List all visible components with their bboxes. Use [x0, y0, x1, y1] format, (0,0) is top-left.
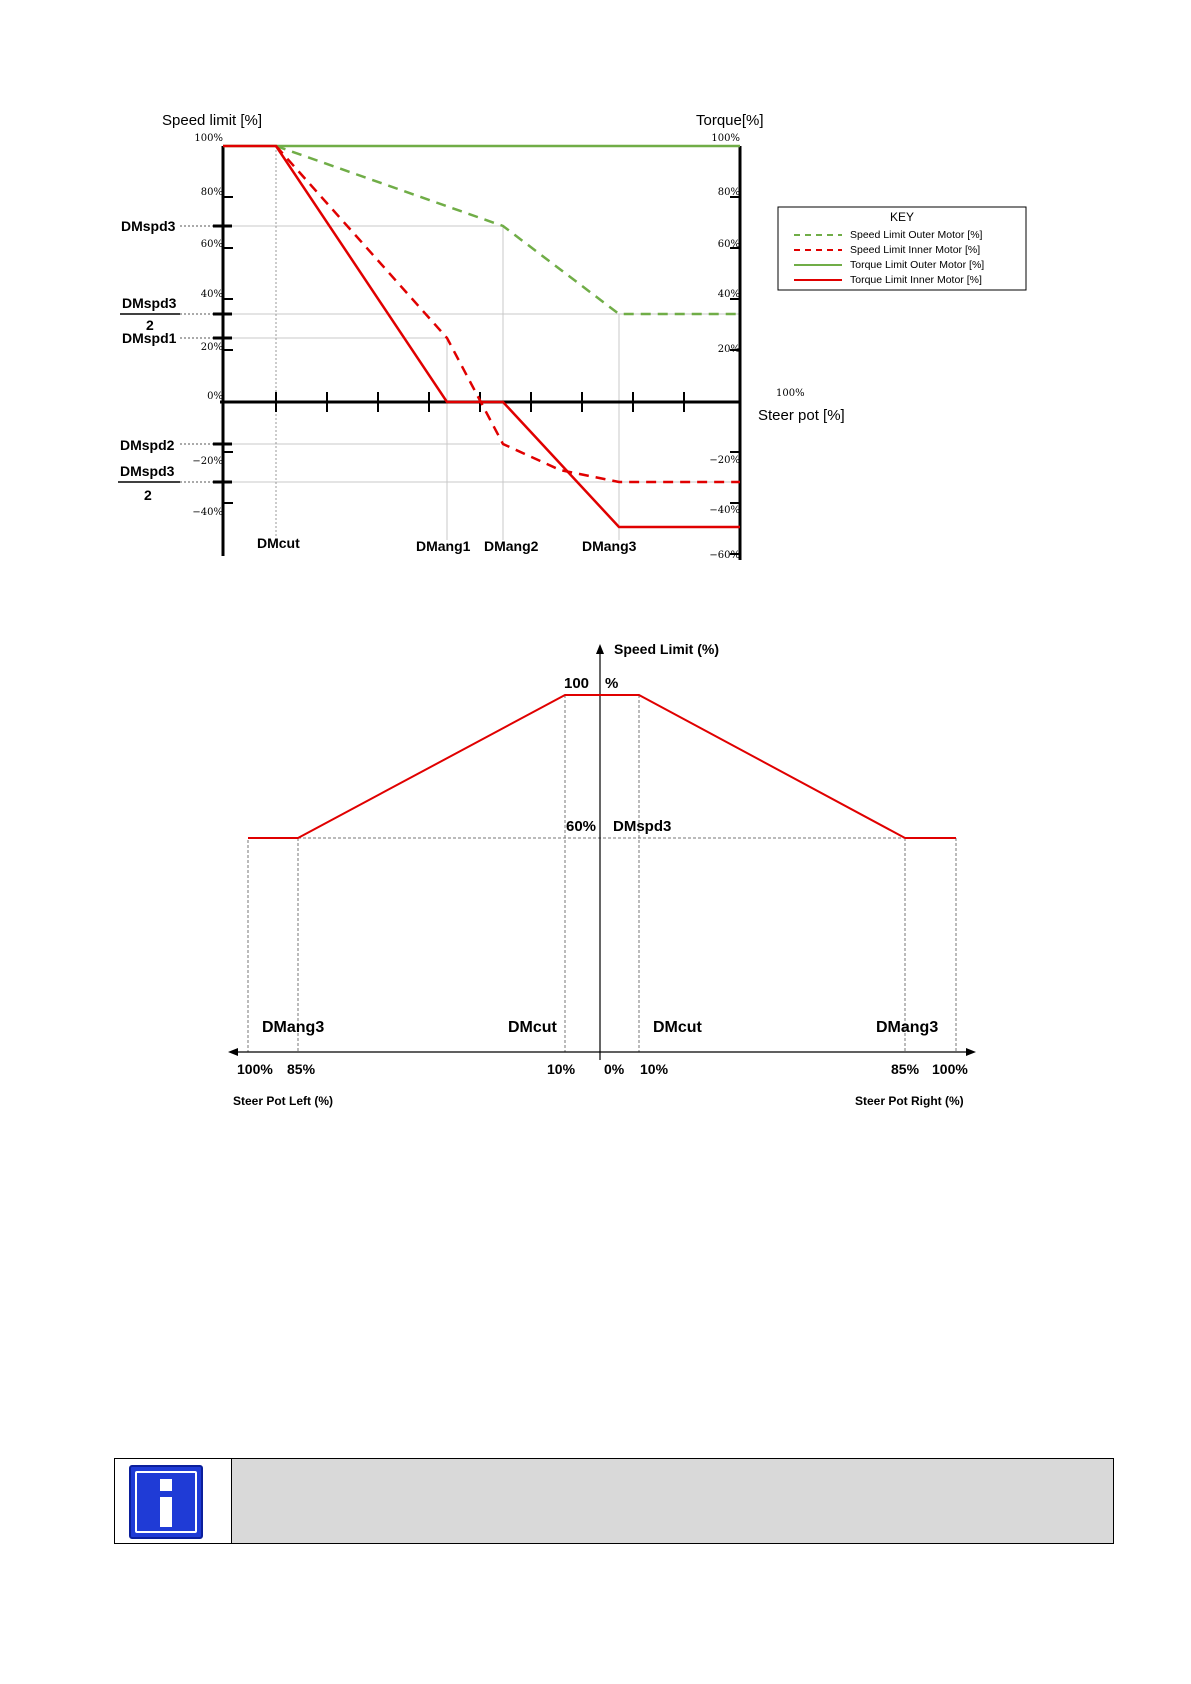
x-axis-end-label: 100% — [776, 388, 805, 399]
x-tick-label: 100% — [237, 1061, 273, 1077]
top-value-label: 100 — [564, 675, 590, 692]
dmspd1-label: DMspd1 — [122, 330, 177, 346]
right-tick-label: −20% — [709, 455, 740, 466]
diagram-2 — [228, 641, 976, 1108]
right-tick-label: −40% — [709, 505, 740, 516]
axis-arrow-up — [596, 644, 604, 654]
diagram-1 — [118, 112, 1026, 561]
right-tick-label: 80% — [717, 187, 740, 198]
dmspd3-label: DMspd3 — [121, 218, 176, 234]
guide-lines — [248, 695, 956, 1052]
dmspd3-neg-numerator: DMspd3 — [120, 463, 175, 479]
speed-limit-outer-motor-line — [276, 146, 740, 314]
left-dmang3-label: DMang3 — [262, 1019, 325, 1036]
legend-item: Speed Limit Inner Motor [%] — [850, 244, 981, 256]
dmang2-label: DMang2 — [484, 538, 539, 554]
dmspd3-neg-denominator: 2 — [144, 487, 152, 503]
left-tick-label: 100% — [194, 133, 223, 144]
right-tick-labels — [709, 133, 740, 561]
left-dmcut-label: DMcut — [508, 1019, 557, 1036]
legend-title: KEY — [889, 210, 915, 224]
left-tick-label: −20% — [192, 456, 223, 467]
reference-lines — [225, 226, 740, 540]
left-tick-label: 60% — [200, 239, 223, 250]
axis-arrow-left — [228, 1048, 238, 1056]
x-tick-label: 100% — [932, 1061, 968, 1077]
dmcut-label: DMcut — [257, 535, 300, 551]
top-unit-label: % — [605, 675, 619, 692]
speed-limit-curve — [248, 695, 956, 838]
x-tick-label: 85% — [287, 1061, 316, 1077]
info-icon — [129, 1465, 203, 1539]
x-tick-label: 0% — [604, 1061, 625, 1077]
x-axis-title: Steer pot [%] — [758, 407, 845, 424]
right-tick-label: −60% — [709, 550, 740, 561]
dmang3-label: DMang3 — [582, 538, 637, 554]
mid-value-label: 60% — [566, 818, 597, 835]
info-note-box — [114, 1458, 1114, 1544]
legend-box — [778, 207, 1026, 290]
info-icon-cell — [115, 1459, 232, 1543]
steer-pot-left-title: Steer Pot Left (%) — [233, 1094, 334, 1108]
right-dmang3-label: DMang3 — [876, 1019, 939, 1036]
steer-pot-right-title: Steer Pot Right (%) — [855, 1094, 964, 1108]
axis-arrow-right — [966, 1048, 976, 1056]
left-tick-labels — [192, 133, 223, 518]
left-axis-title: Speed limit [%] — [162, 112, 263, 129]
leader-lines — [180, 226, 218, 482]
dmspd3-half-denominator: 2 — [146, 317, 154, 333]
dmspd3-label: DMspd3 — [613, 818, 672, 835]
right-tick-label: 100% — [711, 133, 740, 144]
torque-limit-inner-motor-line — [223, 146, 740, 527]
right-tick-label: 40% — [717, 289, 740, 300]
x-tick-label: 10% — [640, 1061, 669, 1077]
legend-item: Torque Limit Outer Motor [%] — [850, 259, 985, 271]
legend-item: Torque Limit Inner Motor [%] — [850, 274, 982, 286]
x-tick-label: 10% — [547, 1061, 576, 1077]
left-tick-label: 80% — [200, 187, 223, 198]
left-tick-label: −40% — [192, 507, 223, 518]
x-tick-label: 85% — [891, 1061, 920, 1077]
left-tick-label: 40% — [200, 289, 223, 300]
left-tick-label: 0% — [207, 391, 223, 402]
right-tick-label: 60% — [717, 239, 740, 250]
right-axis-title: Torque[%] — [696, 112, 764, 129]
right-tick-label: 20% — [717, 344, 740, 355]
left-tick-label: 20% — [200, 342, 223, 353]
dmspd2-label: DMspd2 — [120, 437, 175, 453]
dmspd3-half-numerator: DMspd3 — [122, 295, 177, 311]
legend-item: Speed Limit Outer Motor [%] — [850, 229, 983, 241]
axes — [220, 146, 740, 560]
speed-limit-axis-title: Speed Limit (%) — [614, 641, 720, 657]
dmang1-label: DMang1 — [416, 538, 471, 554]
right-dmcut-label: DMcut — [653, 1019, 702, 1036]
